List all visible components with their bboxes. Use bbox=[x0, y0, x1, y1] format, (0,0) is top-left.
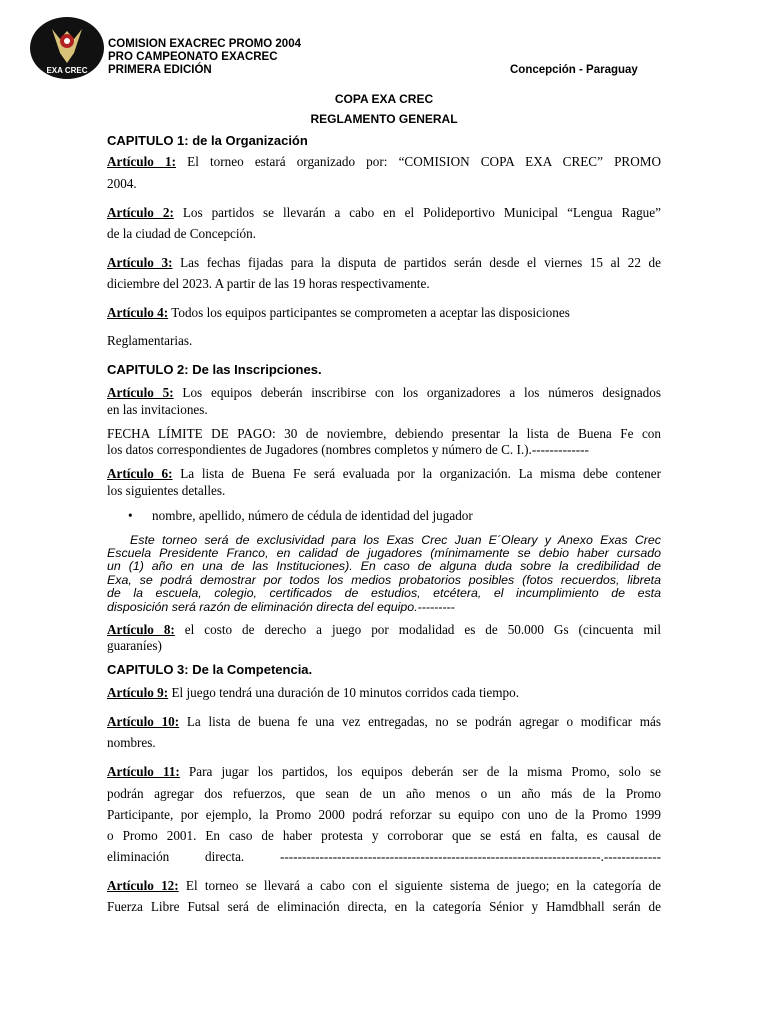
article-6-line-2: los siguientes detalles. bbox=[107, 483, 226, 498]
chapter-2-heading: CAPITULO 2: De las Inscripciones. bbox=[107, 362, 322, 377]
italic-line-5: de la escuela, colegio, certificados de estudios, etcétera, el incumplimiento de esta bbox=[107, 586, 661, 600]
article-3-line-2: diciembre del 2023. A partir de las 19 horas respectivamente. bbox=[107, 276, 430, 291]
chapter-3-heading: CAPITULO 3: De la Competencia. bbox=[107, 662, 313, 677]
article-5-line-1: Artículo 5: Los equipos deberán inscribirse con los organizadores a los números designados bbox=[107, 385, 661, 400]
article-4-line-2: Reglamentarias. bbox=[107, 333, 193, 348]
article-3-label: Artículo 3: bbox=[107, 255, 173, 270]
italic-line-3: un (1) año en una de las Instituciones). En caso de alguna duda sobre la credibilidad de bbox=[107, 559, 661, 573]
article-12-line-2: Fuerza Libre Futsal será de eliminación directa, en la categoría Sénior y Hamdbhall serán de bbox=[107, 899, 661, 914]
article-1-label: Artículo 1: bbox=[107, 154, 176, 169]
italic-line-1: Este torneo será de exclusividad para los Exas Crec Juan E´Oleary y Anexo Exas Crec bbox=[130, 533, 661, 547]
article-11-line-4: o Promo 2001. En caso de haber protesta y corroborar que se está en falta, es causal de bbox=[107, 828, 661, 843]
page-subtitle: REGLAMENTO GENERAL bbox=[310, 112, 458, 126]
article-1-line-2: 2004. bbox=[107, 176, 137, 191]
article-5-label: Artículo 5: bbox=[107, 385, 174, 400]
article-2-label: Artículo 2: bbox=[107, 205, 174, 220]
article-10-line-1: Artículo 10: La lista de buena fe una vez entregadas, no se podrán agregar o modificar más bbox=[107, 714, 661, 729]
article-12-label: Artículo 12: bbox=[107, 878, 179, 893]
article-10-label: Artículo 10: bbox=[107, 714, 180, 729]
article-11-line-2: podrán agregar dos refuerzos, que sean de un año menos o un año más de la Promo bbox=[107, 786, 661, 801]
article-11-line-3: Participante, por ejemplo, la Promo 2000 podrá reforzar su equipo con uno de la Promo 1999 bbox=[107, 807, 661, 822]
italic-line-2: Escuela Presidente Franco, en calidad de jugadores (mínimamente se debio haber cursado bbox=[107, 546, 661, 560]
bullet-dot: • bbox=[128, 508, 133, 523]
header-line-1: COMISION EXACREC PROMO 2004 bbox=[108, 38, 301, 50]
article-11-label: Artículo 11: bbox=[107, 764, 180, 779]
article-8-line-2: guaraníes) bbox=[107, 638, 162, 653]
article-6-line-1: Artículo 6: La lista de Buena Fe será evaluada por la organización. La misma debe contener bbox=[107, 466, 661, 481]
article-9-label: Artículo 9: bbox=[107, 685, 169, 700]
article-10-line-2: nombres. bbox=[107, 735, 156, 750]
article-12-line-1: Artículo 12: El torneo se llevará a cabo con el siguiente sistema de juego; en la categoría de bbox=[107, 878, 661, 893]
fecha-limite-line-2: los datos correspondientes de Jugadores (nombres completos y número de C. I.).------------- bbox=[107, 442, 589, 457]
article-4-label: Artículo 4: bbox=[107, 305, 169, 320]
bullet-item: nombre, apellido, número de cédula de identidad del jugador bbox=[152, 508, 473, 523]
article-11-line-5: eliminación directa. -------------------------------------------------------------------------.------------- bbox=[107, 849, 661, 864]
article-5-line-2: en las invitaciones. bbox=[107, 402, 208, 417]
page-title: COPA EXA CREC bbox=[334, 92, 434, 106]
article-2-line-2: de la ciudad de Concepción. bbox=[107, 226, 257, 241]
header-line-3: PRIMERA EDICIÓN bbox=[108, 64, 212, 76]
article-9-line-1: Artículo 9: El juego tendrá una duración de 10 minutos corridos cada tiempo. bbox=[107, 685, 520, 700]
article-6-label: Artículo 6: bbox=[107, 466, 173, 481]
article-8-line-1: Artículo 8: el costo de derecho a juego por modalidad es de 50.000 Gs (cincuenta mil bbox=[107, 622, 661, 637]
article-1-line-1: Artículo 1: El torneo estará organizado por: “COMISION COPA EXA CREC” PROMO bbox=[107, 154, 661, 169]
exacrec-logo bbox=[30, 17, 105, 79]
logo-text: EXA CREC bbox=[46, 66, 88, 75]
article-4-line-1: Artículo 4: Todos los equipos participantes se comprometen a aceptar las disposiciones bbox=[107, 305, 570, 320]
article-8-label: Artículo 8: bbox=[107, 622, 175, 637]
article-2-line-1: Artículo 2: Los partidos se llevarán a cabo en el Polideportivo Municipal “Lengua Rague” bbox=[107, 205, 661, 220]
article-3-line-1: Artículo 3: Las fechas fijadas para la disputa de partidos serán desde el viernes 15 al 22 de bbox=[107, 255, 661, 270]
italic-line-4: Exa, se podrá demostrar por todos los medios probatorios posibles (fotos recuerdos, libreta bbox=[107, 573, 661, 587]
fecha-limite-line-1: FECHA LÍMITE DE PAGO: 30 de noviembre, debiendo presentar la lista de Buena Fe con bbox=[107, 426, 661, 441]
header-location: Concepción - Paraguay bbox=[510, 64, 638, 76]
chapter-1-heading: CAPITULO 1: de la Organización bbox=[107, 133, 308, 148]
article-11-line-1: Artículo 11: Para jugar los partidos, los equipos deberán ser de la misma Promo, solo se bbox=[107, 764, 661, 779]
header-line-2: PRO CAMPEONATO EXACREC bbox=[108, 51, 278, 63]
italic-line-6: disposición será razón de eliminación directa del equipo.--------- bbox=[107, 600, 455, 614]
